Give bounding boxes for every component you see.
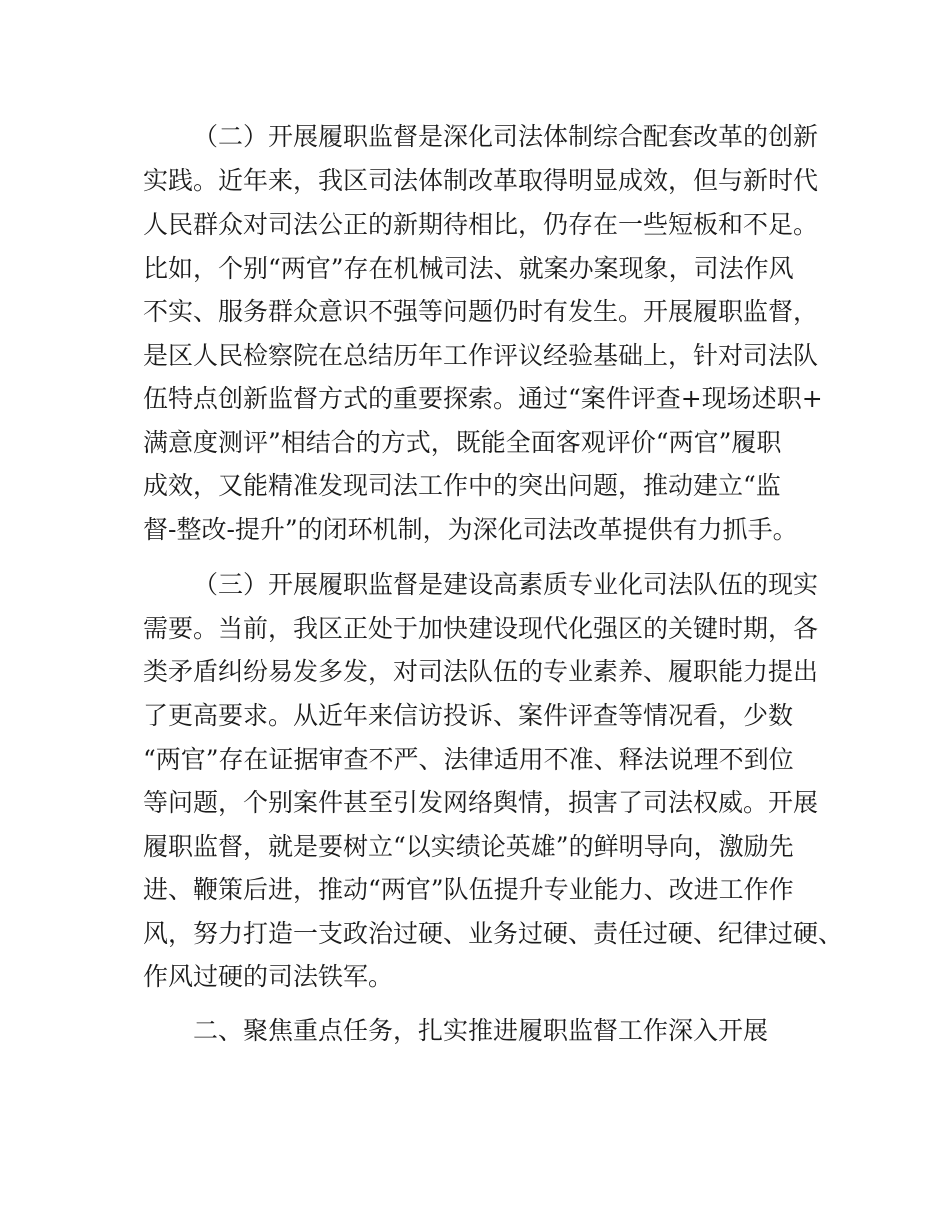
paragraph-line: 履职监督，就是要树立“以实绩论英雄”的鲜明导向，激励先: [143, 832, 794, 861]
paragraph-line: 风，努力打造一支政治过硬、业务过硬、责任过硬、纪律过硬、: [143, 919, 844, 948]
paragraph-line: 类矛盾纠纷易发多发，对司法队伍的专业素养、履职能力提出: [143, 657, 819, 686]
paragraph-line: 人民群众对司法公正的新期待相比，仍存在一些短板和不足。: [143, 210, 819, 239]
paragraph-line: （二）开展履职监督是深化司法体制综合配套改革的创新: [193, 122, 819, 151]
paragraph-line: 进、鞭策后进，推动“两官”队伍提升专业能力、改进工作作: [143, 875, 794, 904]
paragraph-line: 实践。近年来，我区司法体制改革取得明显成效，但与新时代: [143, 166, 819, 195]
section-heading: 二、聚焦重点任务，扎实推进履职监督工作深入开展: [193, 1016, 769, 1045]
paragraph-line: 督-整改-提升”的闭环机制，为深化司法改革提供有力抓手。: [143, 515, 798, 544]
paragraph-line: 是区人民检察院在总结历年工作评议经验基础上，针对司法队: [143, 341, 819, 370]
paragraph-line: 不实、服务群众意识不强等问题仍时有发生。开展履职监督，: [143, 297, 819, 326]
paragraph-line: 伍特点创新监督方式的重要探索。通过“案件评查+现场述职+: [143, 384, 823, 413]
paragraph-line: 需要。当前，我区正处于加快建设现代化强区的关键时期，各: [143, 614, 819, 643]
paragraph-line: 成效，又能精准发现司法工作中的突出问题，推动建立“监: [143, 471, 781, 500]
paragraph-line: （三）开展履职监督是建设高素质专业化司法队伍的现实: [193, 570, 819, 599]
paragraph-line: 等问题，个别案件甚至引发网络舆情，损害了司法权威。开展: [143, 788, 819, 817]
paragraph-line: “两官”存在证据审查不严、法律适用不准、释法说理不到位: [143, 745, 794, 774]
paragraph-line: 比如，个别“两官”存在机械司法、就案办案现象，司法作风: [143, 254, 794, 283]
paragraph-line: 满意度测评”相结合的方式，既能全面客观评价“两官”履职: [143, 428, 782, 457]
paragraph-line: 作风过硬的司法铁军。: [143, 962, 394, 991]
paragraph-line: 了更高要求。从近年来信访投诉、案件评查等情况看，少数: [143, 701, 794, 730]
